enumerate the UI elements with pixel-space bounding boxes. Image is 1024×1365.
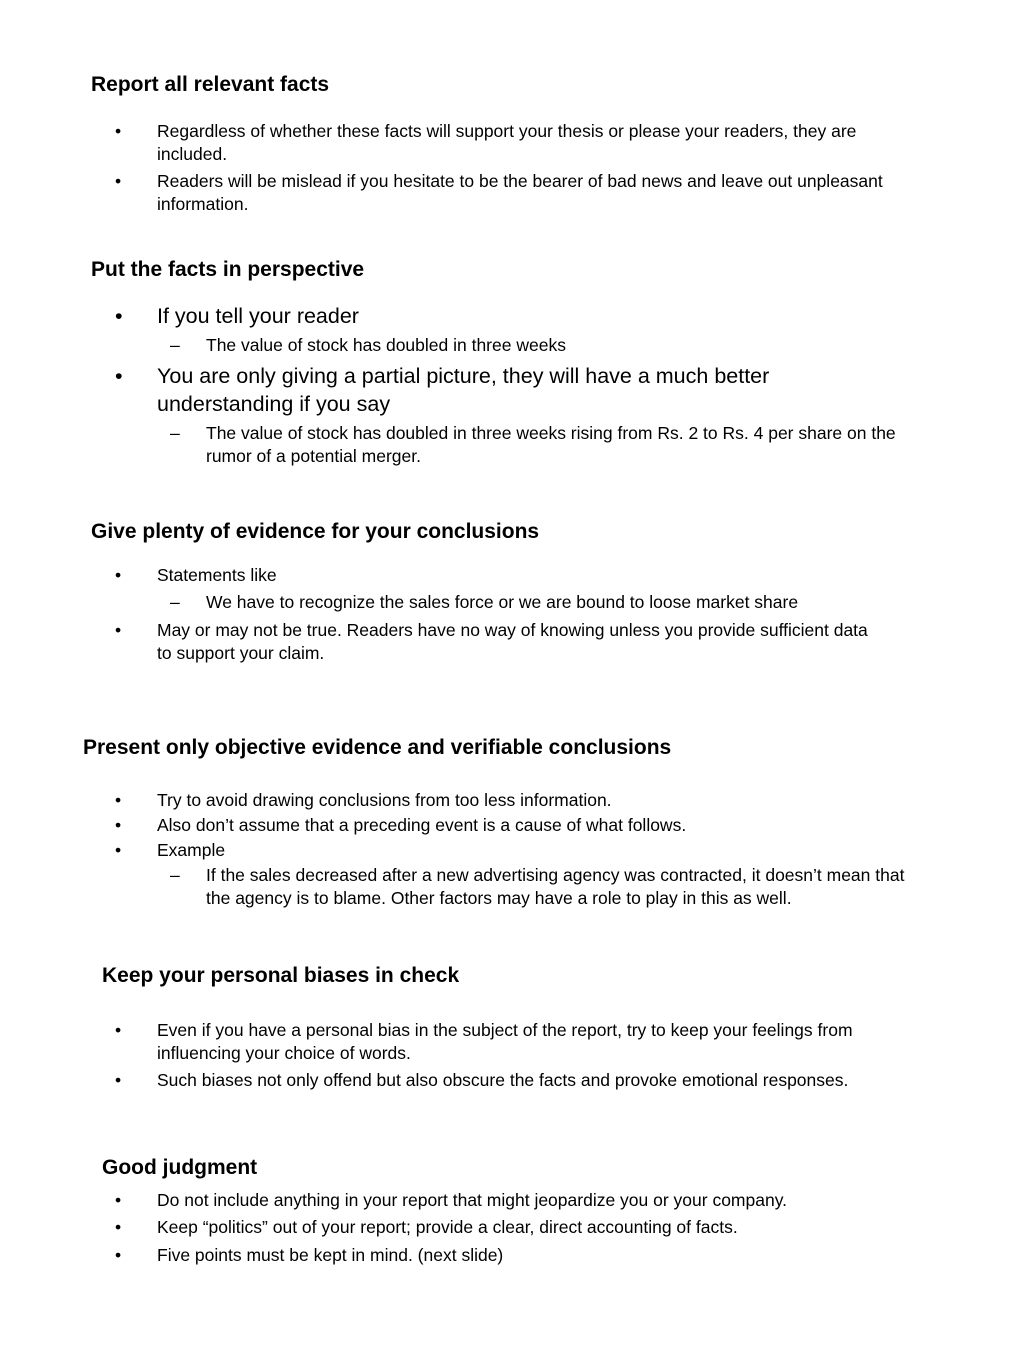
dash-marker: – [170, 423, 180, 443]
bullet-text: Example [157, 840, 226, 860]
dash-marker: – [170, 335, 180, 355]
bullet-text: Also don’t assume that a preceding event is a cause of what follows. [157, 815, 687, 835]
bullet-item [115, 1244, 905, 1267]
bullet-item [115, 619, 885, 665]
sub-item [170, 334, 930, 357]
sub-item-text: If the sales decreased after a new advertising agency was contracted, it doesn’t mean that the agency is to blame. Other factors may have a role to play in this as well. [206, 865, 905, 908]
dash-marker: – [170, 865, 180, 885]
bullet-item [115, 1216, 905, 1239]
section-heading: Present only objective evidence and verifiable conclusions [83, 736, 672, 759]
bullet-item [115, 120, 905, 166]
bullet-item [115, 839, 905, 862]
sub-item [170, 422, 930, 468]
bullet-text: Keep “politics” out of your report; provide a clear, direct accounting of facts. [157, 1217, 738, 1237]
bullet-marker: • [115, 1070, 122, 1090]
bullet-marker: • [115, 620, 122, 640]
bullet-text: Even if you have a personal bias in the subject of the report, try to keep your feelings from influencing your choice of words. [157, 1020, 853, 1063]
bullet-marker: • [115, 1217, 122, 1237]
bullet-text: Do not include anything in your report that might jeopardize you or your company. [157, 1190, 788, 1210]
section-heading: Good judgment [102, 1156, 258, 1179]
dash-marker: – [170, 592, 180, 612]
bullet-item [115, 1189, 905, 1212]
sub-item-text: The value of stock has doubled in three weeks rising from Rs. 2 to Rs. 4 per share on the rumor of a potential merger. [206, 423, 896, 466]
bullet-marker: • [115, 121, 122, 141]
bullet-marker: • [115, 790, 122, 810]
section-heading: Give plenty of evidence for your conclusions [91, 520, 540, 543]
bullet-text: Statements like [157, 565, 277, 585]
bullet-marker: • [115, 364, 123, 388]
bullet-text: If you tell your reader [157, 304, 359, 328]
bullet-marker: • [115, 840, 122, 860]
bullet-marker: • [115, 815, 122, 835]
bullet-text: Five points must be kept in mind. (next slide) [157, 1245, 504, 1265]
bullet-marker: • [115, 304, 123, 328]
bullet-item [115, 362, 815, 418]
bullet-text: Regardless of whether these facts will support your thesis or please your readers, they are included. [157, 121, 857, 164]
bullet-item [115, 302, 905, 330]
bullet-item [115, 564, 905, 587]
bullet-marker: • [115, 1020, 122, 1040]
section-heading: Report all relevant facts [91, 73, 330, 96]
bullet-item [115, 1019, 905, 1065]
bullet-item [115, 814, 905, 837]
bullet-text: Readers will be mislead if you hesitate to be the bearer of bad news and leave out unpleasant information. [157, 171, 883, 214]
bullet-item [115, 789, 905, 812]
bullet-marker: • [115, 565, 122, 585]
sub-item-text: We have to recognize the sales force or we are bound to loose market share [206, 592, 799, 612]
bullet-text: May or may not be true. Readers have no way of knowing unless you provide sufficient data to support your claim. [157, 620, 868, 663]
sub-item [170, 591, 930, 614]
bullet-marker: • [115, 1190, 122, 1210]
bullet-item [115, 1069, 905, 1092]
section-heading: Put the facts in perspective [91, 258, 365, 281]
bullet-text: Try to avoid drawing conclusions from too less information. [157, 790, 612, 810]
section-heading: Keep your personal biases in check [102, 964, 460, 987]
bullet-marker: • [115, 171, 122, 191]
bullet-text: You are only giving a partial picture, they will have a much better understanding if you say [157, 364, 770, 416]
sub-item-text: The value of stock has doubled in three weeks [206, 335, 566, 355]
sub-item [170, 864, 930, 910]
bullet-marker: • [115, 1245, 122, 1265]
bullet-text: Such biases not only offend but also obscure the facts and provoke emotional responses. [157, 1070, 849, 1090]
bullet-item [115, 170, 905, 216]
